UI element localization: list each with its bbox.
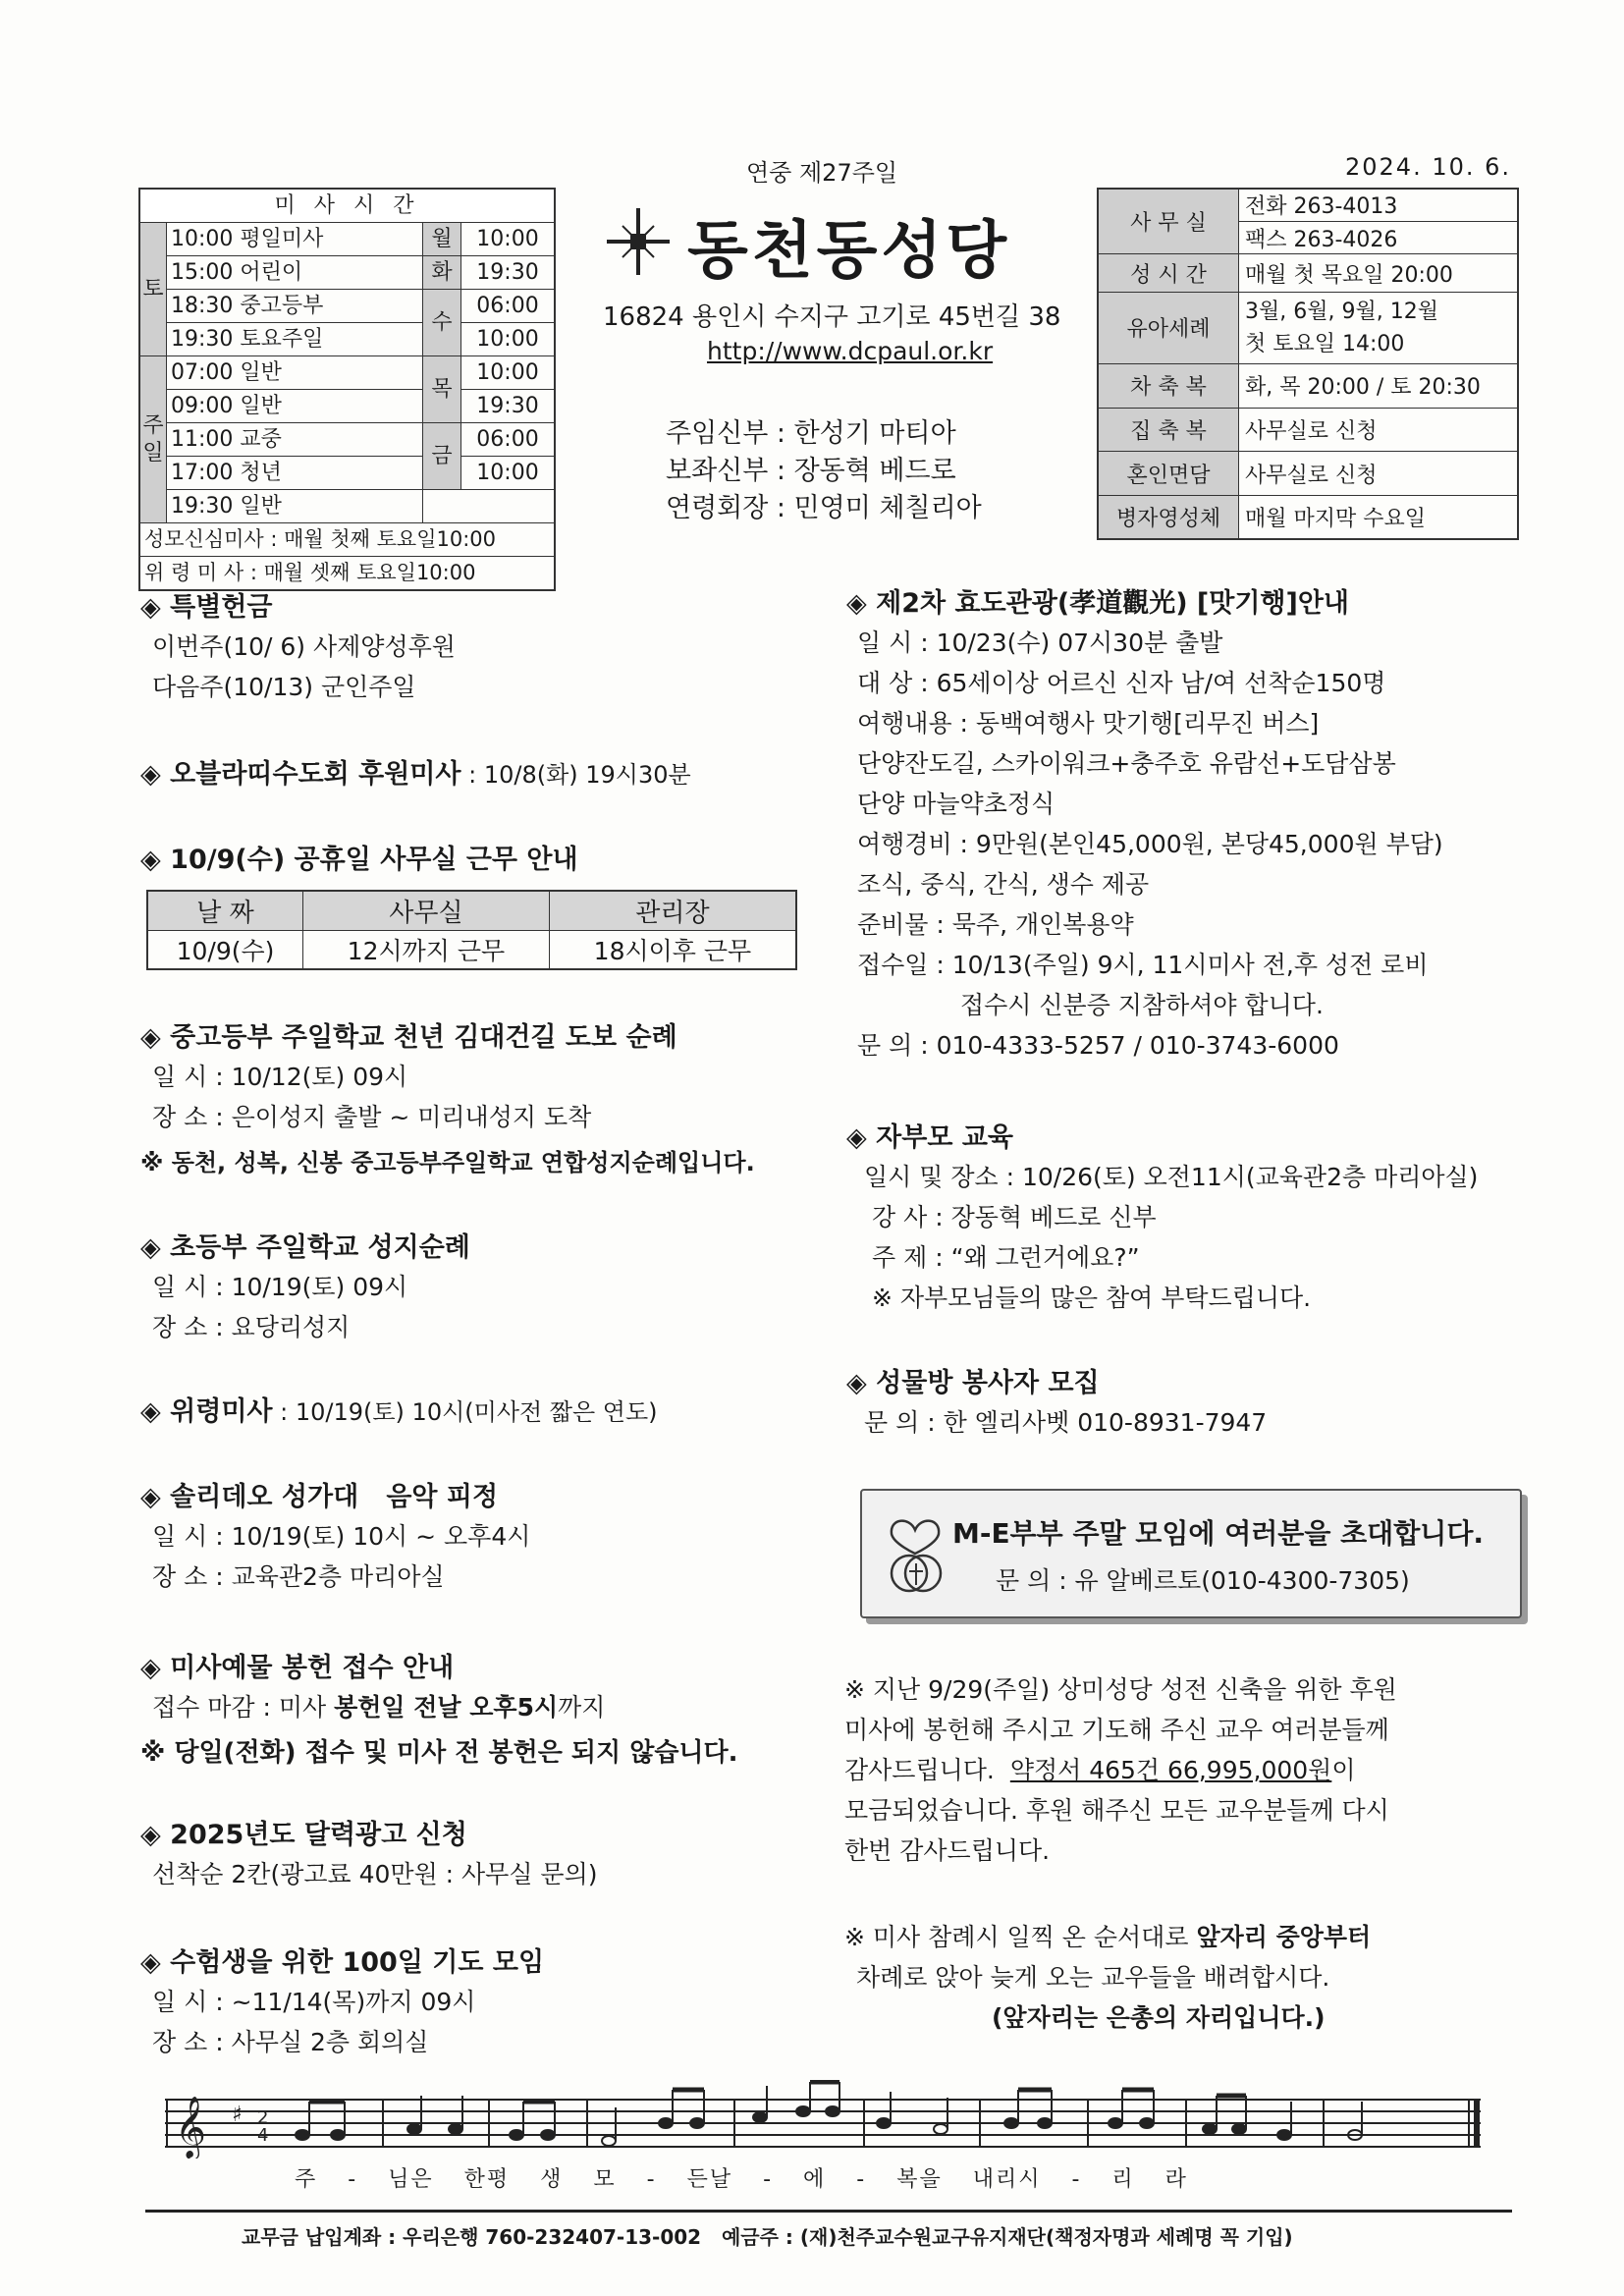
infant-baptism-value: 3월, 6월, 9월, 12월 첫 토요일 14:00 — [1239, 292, 1519, 363]
sun-mass-3: 11:00 교중 — [167, 423, 423, 457]
car-blessing-value: 화, 목 20:00 / 토 20:30 — [1239, 363, 1519, 408]
saturday-label: 토 — [139, 223, 167, 356]
youth-pilgrimage-heading: ◈ 중고등부 주일학교 천년 김대건길 도보 순례 — [140, 1022, 677, 1053]
mass-offering-heading: ◈ 미사예물 봉헌 접수 안내 — [140, 1653, 455, 1683]
sun-mass-2: 09:00 일반 — [167, 390, 423, 423]
office-info-table — [1097, 188, 1519, 540]
godparent-education-heading: ◈ 자부모 교육 — [846, 1122, 1013, 1153]
house-blessing-label: 집 축 복 — [1098, 408, 1239, 452]
calendar-ad-heading: ◈ 2025년도 달력광고 신청 — [140, 1820, 467, 1850]
holy-hour-label: 성 시 간 — [1098, 254, 1239, 293]
sat-mass-2: 15:00 어린이 — [167, 256, 423, 290]
church-name: 동천동성당 — [687, 215, 1011, 288]
sat-mass-1: 10:00 평일미사 — [167, 223, 423, 256]
clergy-funeral-head: 연령회장 : 민영미 체칠리아 — [666, 493, 982, 523]
extra-mass-2: 위 령 미 사 : 매월 셋째 토요일10:00 — [139, 557, 555, 591]
exam-prayer-heading: ◈ 수험생을 위한 100일 기도 모임 — [140, 1947, 545, 1978]
car-blessing-label: 차 축 복 — [1098, 363, 1239, 408]
godparent-education-body: 일시 및 장소 : 10/26(토) 오전11시(교육관2층 마리아실) 강 사 : 장동혁 베드로 신부 주 제 : “왜 그런거에요?” ※ 자부모님들의 많은 참여 부탁드립니다. — [864, 1163, 1479, 1312]
mon-time-1: 10:00 — [461, 223, 556, 256]
sunday-label: 주일 — [139, 356, 167, 523]
elementary-pilgrimage-heading: ◈ 초등부 주일학교 성지순례 — [140, 1232, 470, 1263]
youth-pilgrimage-note: ※ 동천, 성복, 신봉 중고등부주일학교 연합성지순례입니다. — [140, 1149, 755, 1176]
office-fax: 팩스 263-4026 — [1239, 221, 1519, 253]
liturgical-day: 연중 제27주일 — [746, 159, 898, 187]
youth-pilgrimage-body: 일 시 : 10/12(토) 09시 장 소 : 은이성지 출발 ~ 미리내성지 도착 — [152, 1063, 592, 1131]
cell-manager: 18시이후 근무 — [549, 931, 796, 970]
me-invite-title: M-E부부 주말 모임에 여러분을 초대합니다. — [952, 1517, 1485, 1550]
wed-time-2: 10:00 — [461, 323, 556, 356]
bulletin-date: 2024. 10. 6. — [1345, 153, 1512, 181]
weekday-wed: 수 — [423, 290, 461, 356]
svg-text:4: 4 — [257, 2125, 269, 2146]
special-collection-body: 이번주(10/ 6) 사제양성후원 다음주(10/13) 군인주일 — [152, 632, 456, 701]
church-cross-icon — [601, 204, 676, 279]
clergy-assistant: 보좌신부 : 장동혁 베드로 — [666, 456, 956, 486]
choir-retreat-body: 일 시 : 10/19(토) 10시 ~ 오후4시 장 소 : 교육관2층 마리아실 — [152, 1522, 531, 1591]
footer-divider — [145, 2210, 1512, 2213]
senior-tour-body: 일 시 : 10/23(수) 07시30분 출발 대 상 : 65세이상 어르신 신자 남/여 선착순150명 여행내용 : 동백여행사 맛기행[리무진 버스] 단양잔도길, 스카이워크+충주호 유람선+도담삼봉 단양 마늘약초정식 여행경비 : 9만원(본인45,000원, 본당45,000원 부담) 조식, 중식, 간식, 생수 제공 준비물 : 묵주, 개인복용약 접수일 : 10/13(주일) 9시, 11시미사 전,후 성전 로비 접수시 신분증 지참하셔야 합니다. 문 의 : 010-4333-5257 / 010-3743-6000 — [857, 629, 1443, 1060]
infant-baptism-label: 유아세례 — [1098, 292, 1239, 363]
tue-time-1: 19:30 — [461, 256, 556, 290]
oblate-mass-heading: ◈ 오블라띠수도회 후원미사 : 10/8(화) 19시30분 — [140, 759, 691, 790]
clergy-list — [666, 415, 982, 527]
sun-mass-1: 07:00 일반 — [167, 356, 423, 390]
sick-communion-value: 매월 마지막 수요일 — [1239, 495, 1519, 539]
sun-mass-5: 19:30 일반 — [167, 490, 423, 523]
weekday-tue: 화 — [423, 256, 461, 290]
clergy-pastor: 주임신부 : 한성기 마티아 — [666, 418, 956, 449]
weekday-fri: 금 — [423, 423, 461, 490]
calendar-ad-body: 선착순 2칸(광고료 40만원 : 사무실 문의) — [152, 1860, 598, 1888]
mass-offering-deadline: 접수 마감 : 미사 봉헌일 전날 오후5시까지 — [152, 1693, 606, 1722]
church-address: 16824 용인시 수지구 고기로 45번길 38 — [603, 302, 1061, 332]
hymn-lyrics: 주 - 님은 한평 생 모 - 든날 - 에 - 복을 내리시 - 리 라 — [295, 2167, 1188, 2192]
elementary-pilgrimage-body: 일 시 : 10/19(토) 09시 장 소 : 요당리성지 — [152, 1273, 408, 1341]
sat-mass-3: 18:30 중고등부 — [167, 290, 423, 323]
holiday-office-heading: ◈ 10/9(수) 공휴일 사무실 근무 안내 — [140, 845, 578, 875]
holiday-work-table — [146, 890, 797, 970]
mass-schedule-title: 미 사 시 간 — [139, 189, 555, 223]
music-staff — [165, 2080, 1481, 2159]
special-collection-heading: ◈ 특별헌금 — [140, 592, 273, 623]
office-label: 사 무 실 — [1098, 189, 1239, 254]
office-phone: 전화 263-4013 — [1239, 189, 1519, 221]
sun-mass-4: 17:00 청년 — [167, 457, 423, 490]
exam-prayer-body: 일 시 : ~11/14(목)까지 09시 장 소 : 사무실 2층 회의실 — [152, 1988, 476, 2056]
fri-time-2: 10:00 — [461, 457, 556, 490]
weekday-mon: 월 — [423, 223, 461, 256]
mass-offering-note: ※ 당일(전화) 접수 및 미사 전 봉헌은 되지 않습니다. — [140, 1738, 738, 1768]
wed-time-1: 06:00 — [461, 290, 556, 323]
marriage-interview-label: 혼인면담 — [1098, 452, 1239, 496]
me-logo-icon — [880, 1510, 950, 1601]
svg-text:♯: ♯ — [232, 2103, 243, 2127]
fri-time-1: 06:00 — [461, 423, 556, 457]
thanks-notice: ※ 지난 9/29(주일) 상미성당 성전 신축을 위한 후원 미사에 봉헌해 주시고 기도해 주신 교우 여러분들께 감사드립니다. 약정서 465건 66,995,000원이 모금되었습니다. 후원 해주신 모든 교우분들께 다시 한번 감사드립니다. — [844, 1675, 1397, 1865]
thu-time-1: 10:00 — [461, 356, 556, 390]
requiem-mass-heading: ◈ 위령미사 : 10/19(토) 10시(미사전 짧은 연도) — [140, 1396, 658, 1427]
sick-communion-label: 병자영성체 — [1098, 495, 1239, 539]
weekday-thu: 목 — [423, 356, 461, 423]
seating-notice: ※ 미사 참례시 일찍 온 순서대로 앞자리 중앙부터 차례로 앉아 늦게 오는 교우들을 배려합시다. (앞자리는 은총의 자리입니다.) — [844, 1923, 1372, 2032]
holy-hour-value: 매월 첫 목요일 20:00 — [1239, 254, 1519, 293]
cell-date: 10/9(수) — [147, 931, 303, 970]
footer-account: 교무금 납입계좌 : 우리은행 760-232407-13-002 예금주 : (재)천주교수원교구유지재단(책정자명과 세례명 꼭 기입) — [242, 2225, 1293, 2249]
col-manager: 관리장 — [549, 891, 796, 931]
me-invite-box — [860, 1489, 1522, 1618]
svg-text:2: 2 — [257, 2107, 269, 2128]
extra-mass-1: 성모신심미사 : 매월 첫째 토요일10:00 — [139, 523, 555, 557]
sat-mass-4: 19:30 토요주일 — [167, 323, 423, 356]
cell-office: 12시까지 근무 — [303, 931, 550, 970]
mass-schedule-table — [138, 188, 556, 591]
thu-time-2: 19:30 — [461, 390, 556, 423]
marriage-interview-value: 사무실로 신청 — [1239, 452, 1519, 496]
church-website-link[interactable]: http://www.dcpaul.or.kr — [707, 337, 994, 365]
house-blessing-value: 사무실로 신청 — [1239, 408, 1519, 452]
senior-tour-heading: ◈ 제2차 효도관광(孝道觀光) [맛기행]안내 — [846, 588, 1350, 619]
col-date: 날 짜 — [147, 891, 303, 931]
choir-retreat-heading: ◈ 솔리데오 성가대 음악 피정 — [140, 1482, 499, 1512]
shop-volunteer-body: 문 의 : 한 엘리사벳 010-8931-7947 — [864, 1408, 1268, 1437]
me-invite-contact: 문 의 : 유 알베르토(010-4300-7305) — [996, 1566, 1410, 1595]
shop-volunteer-heading: ◈ 성물방 봉사자 모집 — [846, 1368, 1100, 1398]
svg-text:𝄞: 𝄞 — [175, 2096, 206, 2158]
col-office: 사무실 — [303, 891, 550, 931]
